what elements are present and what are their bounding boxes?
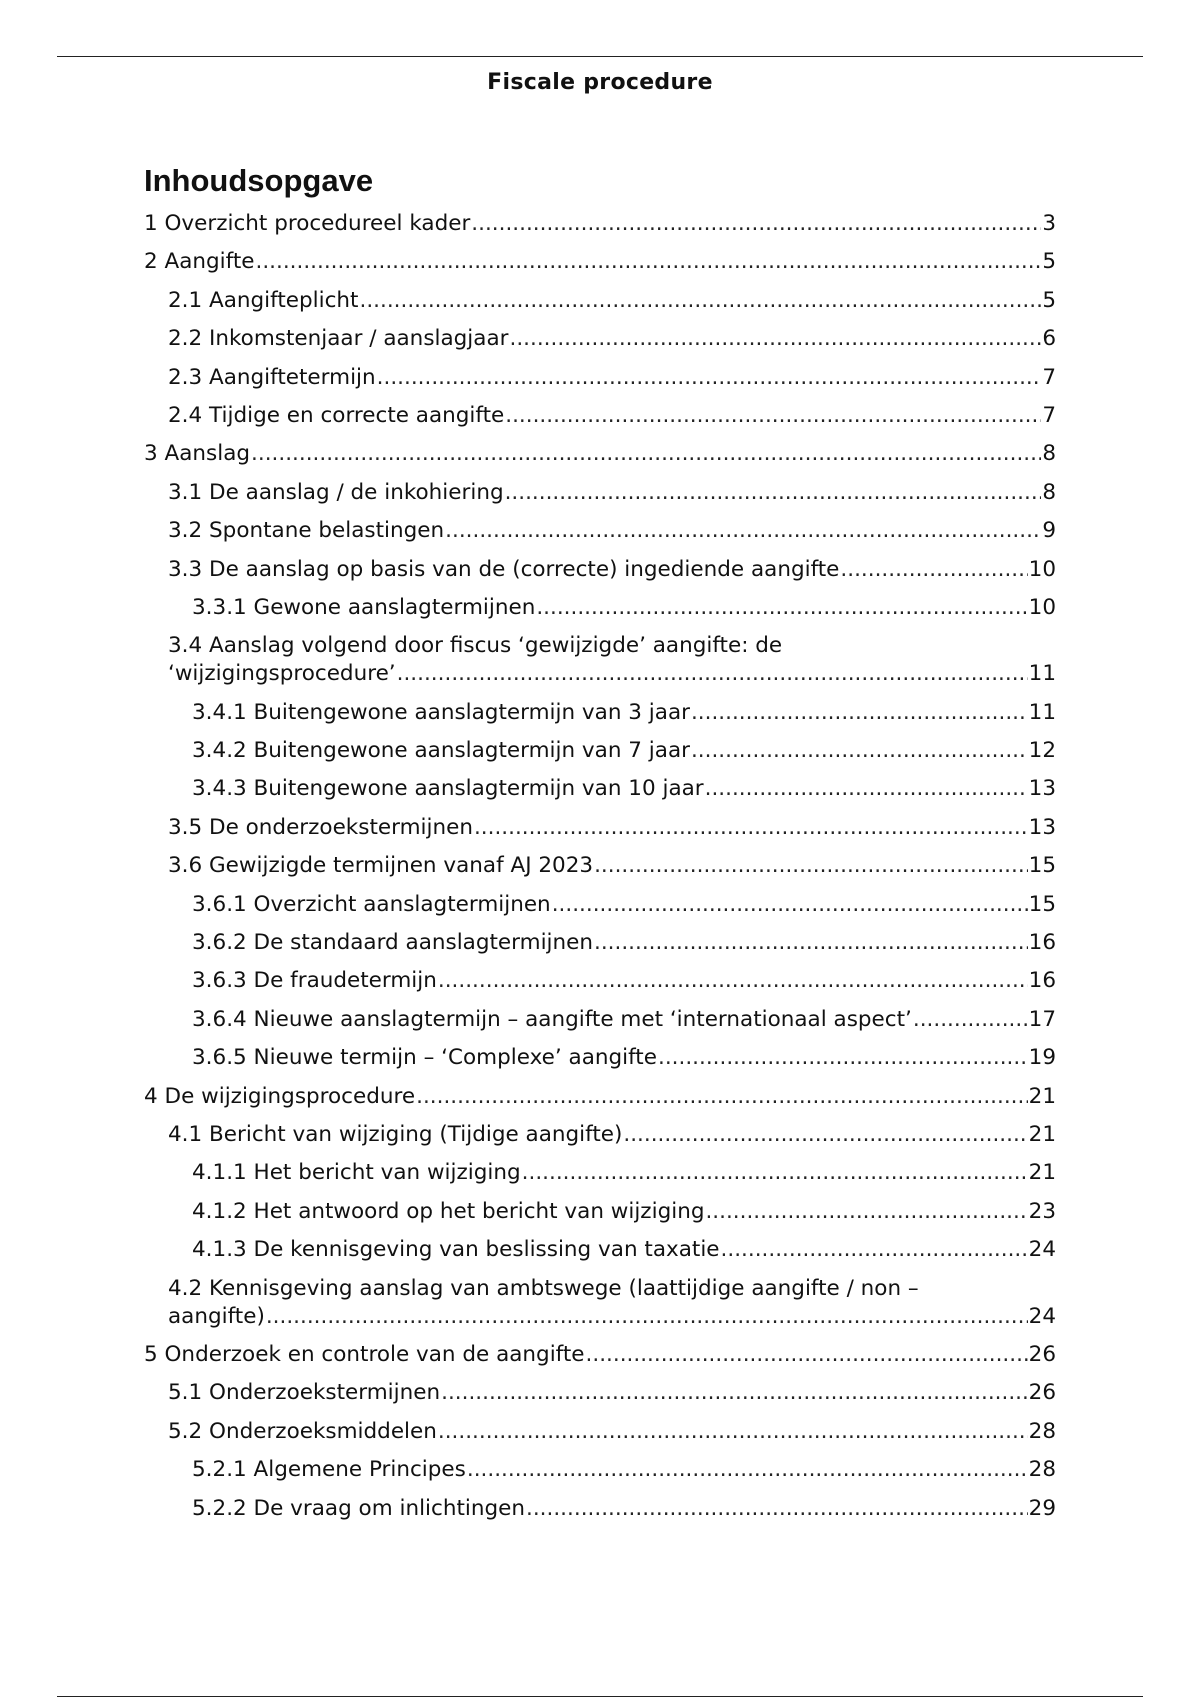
toc-entry-4-1-1[interactable] [144, 1159, 1056, 1187]
footer-rule [57, 1696, 1143, 1697]
toc-entry-3-2[interactable] [144, 517, 1056, 545]
dot-leader [397, 660, 1028, 688]
toc-page-number: 10 [1028, 556, 1056, 582]
toc-page-number: 7 [1042, 402, 1056, 428]
toc-entry-label-line1: 4.2 Kennisgeving aanslag van ambtswege (laattijdige aangifte / non – [168, 1275, 919, 1301]
toc-entry-3[interactable] [144, 440, 1056, 468]
toc-page-number: 26 [1028, 1380, 1056, 1406]
toc-entry-label: 3.5 De onderzoekstermijnen [168, 814, 473, 840]
running-header-title: Fiscale procedure [487, 70, 713, 95]
toc-entry-3-4-3[interactable] [144, 775, 1056, 803]
toc-entry-3-1[interactable] [144, 479, 1056, 507]
toc-page-number: 5 [1042, 287, 1056, 313]
toc-entry-label: 3.6.5 Nieuwe termijn – ‘Complexe’ aangifte [192, 1045, 657, 1071]
toc-entry-3-3-1[interactable] [144, 594, 1056, 622]
toc-entry-label: 2 Aangifte [144, 249, 255, 275]
toc-entry-3-6-2[interactable] [144, 929, 1056, 957]
dot-leader [359, 287, 1041, 315]
dot-leader [691, 699, 1028, 727]
toc-entry-3-4[interactable] [144, 632, 1056, 688]
dot-leader [522, 1159, 1028, 1187]
toc-entry-4-1-2[interactable] [144, 1198, 1056, 1226]
toc-entry-label: 5 Onderzoek en controle van de aangifte [144, 1341, 585, 1367]
toc-list [144, 210, 1056, 1523]
toc-page-number: 12 [1028, 738, 1056, 764]
toc-entry-label: 3.2 Spontane belastingen [168, 518, 445, 544]
toc-page-number: 8 [1042, 441, 1056, 467]
toc-page-number: 15 [1028, 853, 1056, 879]
toc-entry-label: 4.1.2 Het antwoord op het bericht van wijziging [192, 1198, 705, 1224]
dot-leader [474, 814, 1028, 842]
toc-entry-second-line [168, 660, 1056, 688]
header-rule [57, 56, 1143, 57]
dot-leader [377, 364, 1042, 392]
toc-page-number: 26 [1028, 1341, 1056, 1367]
toc-entry-4-2[interactable] [144, 1275, 1056, 1331]
dot-leader [691, 737, 1028, 765]
toc-entry-label: 1 Overzicht procedureel kader [144, 211, 471, 236]
toc-page-number: 7 [1042, 364, 1056, 390]
toc-page-number: 24 [1028, 1303, 1056, 1329]
toc-page-number: 13 [1028, 814, 1056, 840]
toc-page-number: 16 [1028, 968, 1056, 994]
toc-entry-3-6-3[interactable] [144, 967, 1056, 995]
toc-entry-3-5[interactable] [144, 814, 1056, 842]
toc-page-number: 16 [1028, 930, 1056, 956]
toc-entry-2[interactable] [144, 248, 1056, 276]
toc-entry-label: 4.1.1 Het bericht van wijziging [192, 1160, 521, 1186]
dot-leader [840, 556, 1027, 584]
dot-leader [251, 440, 1041, 468]
toc-page-number: 5 [1042, 249, 1056, 275]
toc-entry-label: 5.2.2 De vraag om inlichtingen [192, 1495, 526, 1521]
toc-entry-label: 5.2 Onderzoeksmiddelen [168, 1418, 437, 1444]
toc-entry-3-4-1[interactable] [144, 699, 1056, 727]
dot-leader [913, 1006, 1028, 1034]
dot-leader [623, 1121, 1027, 1149]
toc-page-number: 29 [1028, 1495, 1056, 1521]
dot-leader [438, 1418, 1028, 1446]
toc-entry-label: 3.4.2 Buitengewone aanslagtermijn van 7 jaar [192, 738, 690, 764]
dot-leader [705, 775, 1028, 803]
toc-page-number: 8 [1042, 479, 1056, 505]
toc-entry-4-1-3[interactable] [144, 1236, 1056, 1264]
toc-entry-4[interactable] [144, 1083, 1056, 1111]
toc-entry-label: 3.6.3 De fraudetermijn [192, 968, 437, 994]
toc-entry-2-1[interactable] [144, 287, 1056, 315]
toc-entry-label: 3.6.1 Overzicht aanslagtermijnen [192, 891, 551, 917]
toc-page-number: 28 [1028, 1418, 1056, 1444]
table-of-contents [144, 162, 1056, 1533]
toc-entry-label: 2.2 Inkomstenjaar / aanslagjaar [168, 326, 509, 352]
toc-entry-label-line1: 3.4 Aanslag volgend door fiscus ‘gewijzigde’ aangifte: de [168, 633, 783, 659]
dot-leader [658, 1044, 1028, 1072]
toc-entry-label: 3.6 Gewijzigde termijnen vanaf AJ 2023 [168, 853, 594, 879]
dot-leader [467, 1456, 1028, 1484]
toc-entry-5-2-2[interactable] [144, 1495, 1056, 1523]
toc-page-number: 3 [1042, 211, 1056, 236]
toc-entry-label: 5.2.1 Algemene Principes [192, 1457, 466, 1483]
toc-page-number: 9 [1042, 518, 1056, 544]
dot-leader [505, 479, 1042, 507]
dot-leader [552, 891, 1028, 919]
dot-leader [438, 967, 1028, 995]
toc-entry-label-line2: aangifte) [168, 1303, 265, 1329]
toc-entry-label: 2.4 Tijdige en correcte aangifte [168, 402, 505, 428]
toc-entry-label-line2: ‘wijzigingsprocedure’ [168, 661, 396, 687]
toc-page-number: 11 [1028, 699, 1056, 725]
dot-leader [594, 929, 1028, 957]
toc-entry-label: 3.3 De aanslag op basis van de (correcte) ingediende aangifte [168, 556, 840, 582]
toc-page-number: 21 [1028, 1121, 1056, 1147]
toc-entry-label: 2.1 Aangifteplicht [168, 287, 359, 313]
toc-entry-4-1[interactable] [144, 1121, 1056, 1149]
toc-page-number: 19 [1028, 1045, 1056, 1071]
toc-entry-label: 3.4.1 Buitengewone aanslagtermijn van 3 jaar [192, 699, 690, 725]
toc-entry-3-6-4[interactable] [144, 1006, 1056, 1034]
toc-page-number: 13 [1028, 776, 1056, 802]
dot-leader [256, 248, 1042, 276]
toc-entry-2-3[interactable] [144, 364, 1056, 392]
toc-entry-2-2[interactable] [144, 325, 1056, 353]
toc-entry-3-6[interactable] [144, 852, 1056, 880]
toc-entry-label: 3.4.3 Buitengewone aanslagtermijn van 10 jaar [192, 776, 704, 802]
toc-page-number: 10 [1028, 594, 1056, 620]
toc-page-number: 6 [1042, 326, 1056, 352]
toc-entry-5[interactable] [144, 1341, 1056, 1369]
dot-leader [471, 210, 1041, 238]
toc-entry-label: 2.3 Aangiftetermijn [168, 364, 376, 390]
toc-entry-label: 4.1 Bericht van wijziging (Tijdige aangifte) [168, 1121, 623, 1147]
dot-leader [266, 1303, 1028, 1331]
toc-entry-label: 3.1 De aanslag / de inkohiering [168, 479, 504, 505]
toc-entry-3-6-1[interactable] [144, 891, 1056, 919]
toc-entry-label: 5.1 Onderzoekstermijnen [168, 1380, 441, 1406]
toc-heading: Inhoudsopgave [144, 163, 374, 198]
toc-page-number: 24 [1028, 1237, 1056, 1263]
toc-page-number: 11 [1028, 661, 1056, 687]
toc-entry-1[interactable] [144, 210, 1056, 238]
toc-page-number: 23 [1028, 1198, 1056, 1224]
toc-entry-label: 3.6.2 De standaard aanslagtermijnen [192, 930, 593, 956]
toc-entry-3-4-2[interactable] [144, 737, 1056, 765]
dot-leader [509, 325, 1041, 353]
toc-entry-label: 3 Aanslag [144, 441, 251, 467]
dot-leader [416, 1083, 1028, 1111]
dot-leader [441, 1379, 1028, 1407]
toc-entry-5-1[interactable] [144, 1379, 1056, 1407]
toc-page-number: 17 [1028, 1006, 1056, 1032]
toc-entry-second-line [168, 1303, 1056, 1331]
toc-entry-label: 3.3.1 Gewone aanslagtermijnen [192, 594, 536, 620]
toc-entry-3-3[interactable] [144, 556, 1056, 584]
toc-page-number: 15 [1028, 891, 1056, 917]
toc-page-number: 28 [1028, 1457, 1056, 1483]
toc-entry-5-2-1[interactable] [144, 1456, 1056, 1484]
dot-leader [594, 852, 1028, 880]
toc-entry-label: 3.6.4 Nieuwe aanslagtermijn – aangifte met ‘internationaal aspect’ [192, 1006, 912, 1032]
dot-leader [705, 1198, 1027, 1226]
dot-leader [445, 517, 1041, 545]
toc-entry-label: 4.1.3 De kennisgeving van beslissing van taxatie [192, 1237, 720, 1263]
dot-leader [526, 1495, 1028, 1523]
toc-entry-3-6-5[interactable] [144, 1044, 1056, 1072]
dot-leader [505, 402, 1041, 430]
dot-leader [586, 1341, 1028, 1369]
toc-page-number: 21 [1028, 1160, 1056, 1186]
toc-entry-5-2[interactable] [144, 1418, 1056, 1446]
toc-page-number: 21 [1028, 1083, 1056, 1109]
toc-entry-label: 4 De wijzigingsprocedure [144, 1083, 416, 1109]
dot-leader [536, 594, 1027, 622]
dot-leader [721, 1236, 1028, 1264]
toc-entry-2-4[interactable] [144, 402, 1056, 430]
